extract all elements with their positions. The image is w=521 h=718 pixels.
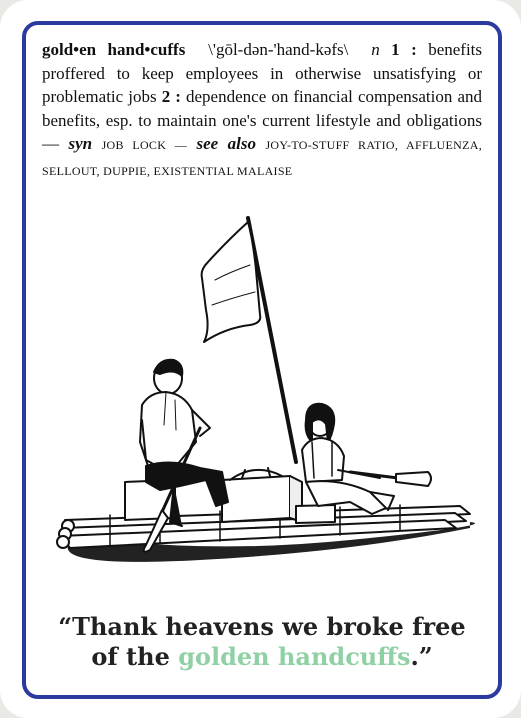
sense-1-number: 1 :: [391, 40, 417, 59]
see-also-value: JOY-TO-STUFF RATIO, AFFLUENZA, SELLOUT, DUPPIE, EXISTENTIAL MALAISE: [42, 138, 483, 178]
highlighted-phrase: golden handcuffs: [178, 642, 411, 671]
dictionary-entry: [42, 38, 482, 183]
part-of-speech: n: [371, 40, 380, 59]
mast-and-flag: [202, 218, 296, 462]
synonym-value: JOB LOCK —: [101, 138, 187, 152]
synonym-label: syn: [68, 134, 93, 153]
pronunciation: \'gōl-dən-'hand-kəfs\: [208, 40, 349, 59]
see-also-label: see also: [196, 134, 256, 153]
sense-2-text: dependence on financial compensation and benefits, esp. to maintain one's current lifestyle and obligations —: [42, 87, 482, 153]
woman-figure: [302, 404, 394, 514]
sense-1-text: benefits proffered to keep employees in otherwise unsatisfying or problematic jobs: [42, 40, 483, 106]
quote-caption: [30, 612, 494, 672]
headword: gold•en hand•cuffs: [42, 40, 186, 59]
sense-2-number: 2 :: [161, 87, 181, 106]
cooler-box: [222, 468, 302, 522]
caption-line-1: “Thank heavens we broke free: [58, 612, 466, 641]
caption-line-2: of the golden handcuffs.”: [91, 642, 433, 671]
paddle-right: [350, 472, 431, 486]
raft-illustration: [50, 210, 475, 580]
